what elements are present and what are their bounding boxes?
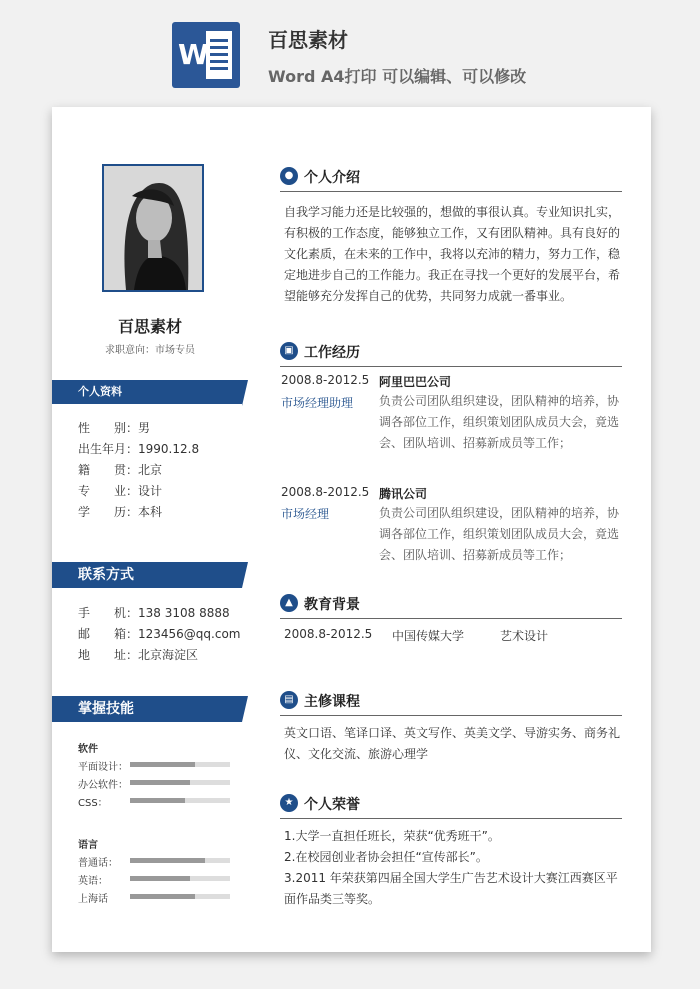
courses-text: 英文口语、笔译口译、英文写作、英美文学、导游实务、商务礼仪、文化交流、旅游心理学 <box>284 726 621 761</box>
education-header <box>280 592 622 619</box>
personal-gender: 性 别：男 <box>78 421 151 435</box>
banner-title: 百思素材 <box>268 28 348 52</box>
honors-title: 个人荣誉 <box>304 797 360 813</box>
language-label: 语言 <box>78 840 98 851</box>
medal-icon: ★ <box>280 794 298 812</box>
intro-header <box>280 165 622 192</box>
education-major: 艺术设计 <box>500 629 549 643</box>
education-title: 教育背景 <box>304 597 360 613</box>
intro-text: 自我学习能力还是比较强的，想做的事很认真。专业知识扎实，有积极的工作态度，能够独立工作，又有团队精神。具有良好的文化素质，在未来的工作中，我将以充沛的精力，努力工作，稳定地进步自己的工作能力。我正在寻找一个更好的发展平台，希望能够充分发挥自己的优势，共同努力成就一番事业。 <box>284 205 621 303</box>
courses-header <box>280 689 622 716</box>
job-company: 腾讯公司 <box>379 487 428 501</box>
personal-degree: 学 历：本科 <box>78 505 163 519</box>
honor-item: 2.在校园创业者协会担任“宣传部长”。 <box>284 850 488 864</box>
skills-header: 掌握技能 <box>52 696 242 722</box>
contact-email: 邮 箱：123456@qq.com <box>78 627 241 641</box>
skill-bar <box>130 798 230 803</box>
job-position: 市场经理 <box>281 507 330 521</box>
language-name: 英语： <box>78 876 108 887</box>
document-page-icon <box>206 31 232 79</box>
contact-header: 联系方式 <box>52 562 242 588</box>
work-header <box>280 340 622 367</box>
banner-subtitle: Word A4打印 可以编辑、可以修改 <box>268 67 527 86</box>
language-bar <box>130 858 230 863</box>
profile-photo <box>102 164 204 292</box>
skill-name: 办公软件： <box>78 780 128 791</box>
language-name: 上海话 <box>78 894 108 905</box>
language-bar <box>130 894 230 899</box>
language-bar <box>130 876 230 881</box>
intro-title: 个人介绍 <box>304 170 360 186</box>
job-position: 市场经理助理 <box>281 396 354 410</box>
contact-address: 地 址：北京海淀区 <box>78 648 199 662</box>
honor-item: 3.2011 年荣获第四届全国大学生广告艺术设计大赛江西赛区平面作品类三等奖。 <box>284 871 618 906</box>
skill-name: 平面设计： <box>78 762 128 773</box>
job-description: 负责公司团队组织建设，团队精神的培养，协调各部位工作，组织策划团队成员大会，竟选会、团队培训、招募新成员等工作； <box>379 506 620 562</box>
work-title: 工作经历 <box>304 345 360 361</box>
job-date: 2008.8-2012.5 <box>281 485 370 499</box>
honor-item: 1.大学一直担任班长，荣获“优秀班干”。 <box>284 829 500 843</box>
portrait-image <box>104 166 202 290</box>
skill-bar <box>130 762 230 767</box>
education-date: 2008.8-2012.5 <box>284 627 373 641</box>
briefcase-icon: ▣ <box>280 342 298 360</box>
personal-birth: 出生年月：1990.12.8 <box>78 442 200 456</box>
education-school: 中国传媒大学 <box>392 629 465 643</box>
skill-name: CSS： <box>78 798 108 809</box>
courses-title: 主修课程 <box>304 694 360 710</box>
word-letter: W <box>178 38 209 71</box>
graduation-cap-icon: ▲ <box>280 594 298 612</box>
job-intent: 求职意向：市场专员 <box>105 345 195 356</box>
resume-page <box>52 107 651 952</box>
software-label: 软件 <box>78 744 98 755</box>
honors-header <box>280 792 622 819</box>
banner <box>0 0 700 105</box>
book-icon: ▤ <box>280 691 298 709</box>
word-icon <box>172 22 240 88</box>
skill-bar <box>130 780 230 785</box>
personal-hometown: 籍 贯：北京 <box>78 463 163 477</box>
job-description: 负责公司团队组织建设，团队精神的培养，协调各部位工作，组织策划团队成员大会，竟选会、团队培训、招募新成员等工作； <box>379 394 620 450</box>
job-date: 2008.8-2012.5 <box>281 373 370 387</box>
personal-info-header: 个人资料 <box>52 380 242 404</box>
contact-phone: 手 机：138 3108 8888 <box>78 606 230 620</box>
candidate-name: 百思素材 <box>117 317 182 336</box>
personal-major: 专 业：设计 <box>78 484 163 498</box>
job-company: 阿里巴巴公司 <box>379 375 452 389</box>
language-name: 普通话： <box>78 858 118 869</box>
people-icon: ● <box>280 167 298 185</box>
